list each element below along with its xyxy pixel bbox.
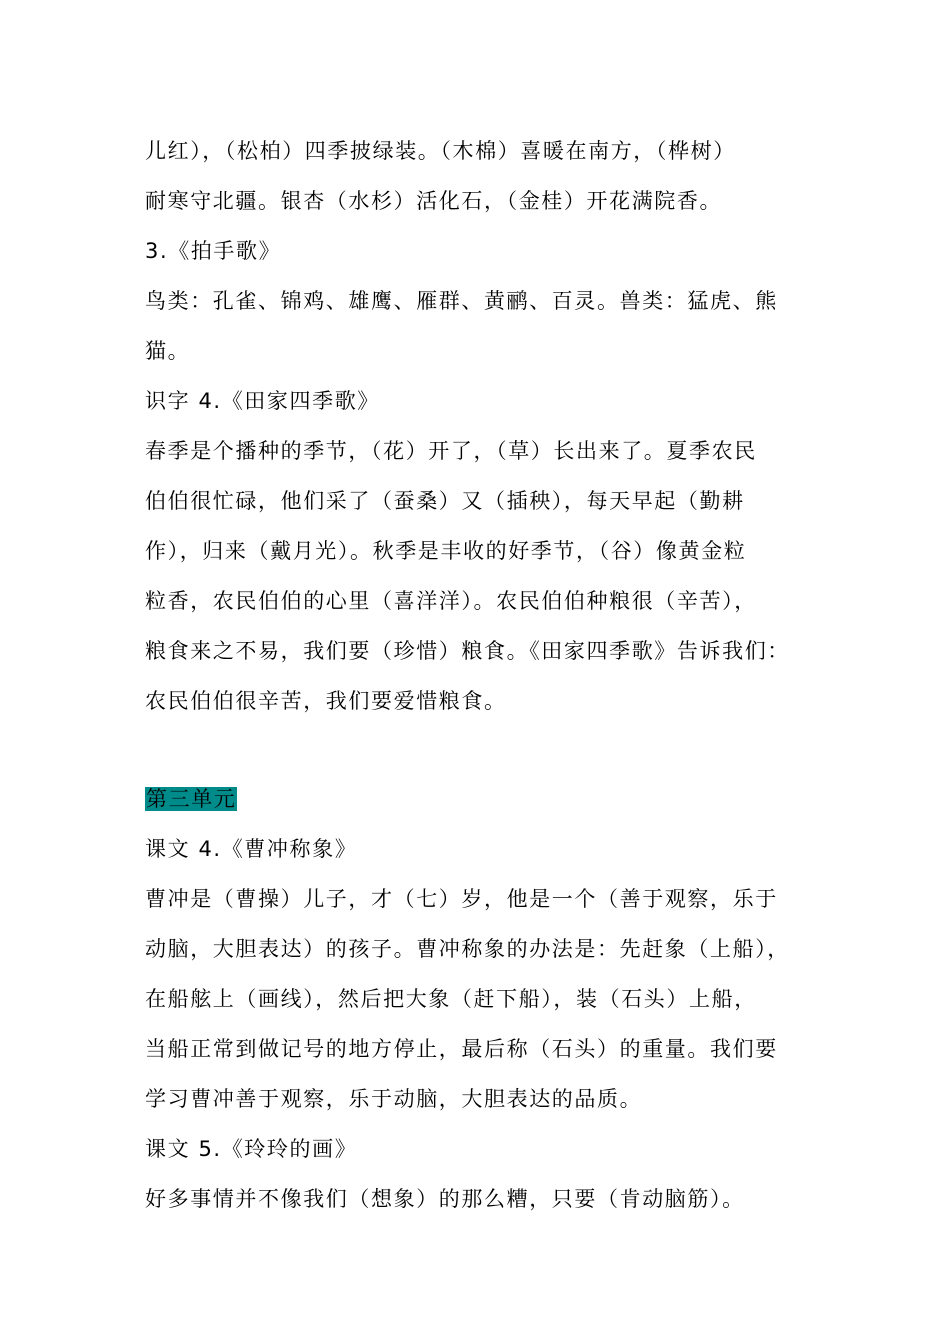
text-line: 作），归来（戴月光）。秋季是丰收的好季节，（谷）像黄金粒: [145, 539, 747, 563]
text-line: 在船舷上（画线），然后把大象（赶下船），装（石头）上船，: [145, 987, 757, 1011]
text-line: 曹冲是（曹操）儿子，才（七）岁，他是一个（善于观察，乐于: [145, 887, 778, 911]
text-line: 儿红），（松柏）四季披绿装。（木棉）喜暖在南方，（桦树）: [145, 139, 736, 163]
text-line: 农民伯伯很辛苦，我们要爱惜粮食。: [145, 689, 507, 713]
text-line: 猫。: [145, 339, 191, 363]
text-line: 当船正常到做记号的地方停止，最后称（石头）的重量。我们要: [145, 1037, 778, 1061]
unit-heading-label: 第三单元: [146, 787, 237, 811]
text-line: 动脑，大胆表达）的孩子。曹冲称象的办法是：先赶象（上船），: [145, 937, 790, 961]
lesson-title-cao-chong-cheng-xiang: 课文 4.《曹冲称象》: [145, 837, 358, 861]
text-line: 粒香，农民伯伯的心里（喜洋洋）。农民伯伯种粮很（辛苦），: [145, 589, 757, 613]
text-line: 耐寒守北疆。银杏（水杉）活化石，（金桂）开花满院香。: [145, 189, 723, 213]
text-line: 鸟类：孔雀、锦鸡、雄鹰、雁群、黄鹂、百灵。兽类：猛虎、熊: [145, 289, 778, 313]
lesson-title-tian-jia-si-ji-ge: 识字 4.《田家四季歌》: [145, 389, 380, 413]
text-line: 学习曹冲善于观察，乐于动脑，大胆表达的品质。: [145, 1087, 643, 1111]
text-line: 春季是个播种的季节，（花）开了，（草）长出来了。夏季农民: [145, 439, 757, 463]
text-line: 好多事情并不像我们（想象）的那么糟，只要（肯动脑筋）。: [145, 1187, 745, 1211]
lesson-title-ling-ling-de-hua: 课文 5.《玲玲的画》: [145, 1137, 358, 1161]
poem-title-pai-shou-ge: 3.《拍手歌》: [145, 239, 282, 263]
text-line: 粮食来之不易，我们要（珍惜）粮食。《田家四季歌》告诉我们：: [145, 639, 790, 663]
unit-heading: [145, 784, 835, 814]
text-line: 伯伯很忙碌，他们采了（蚕桑）又（插秧），每天早起（勤耕: [145, 489, 745, 513]
